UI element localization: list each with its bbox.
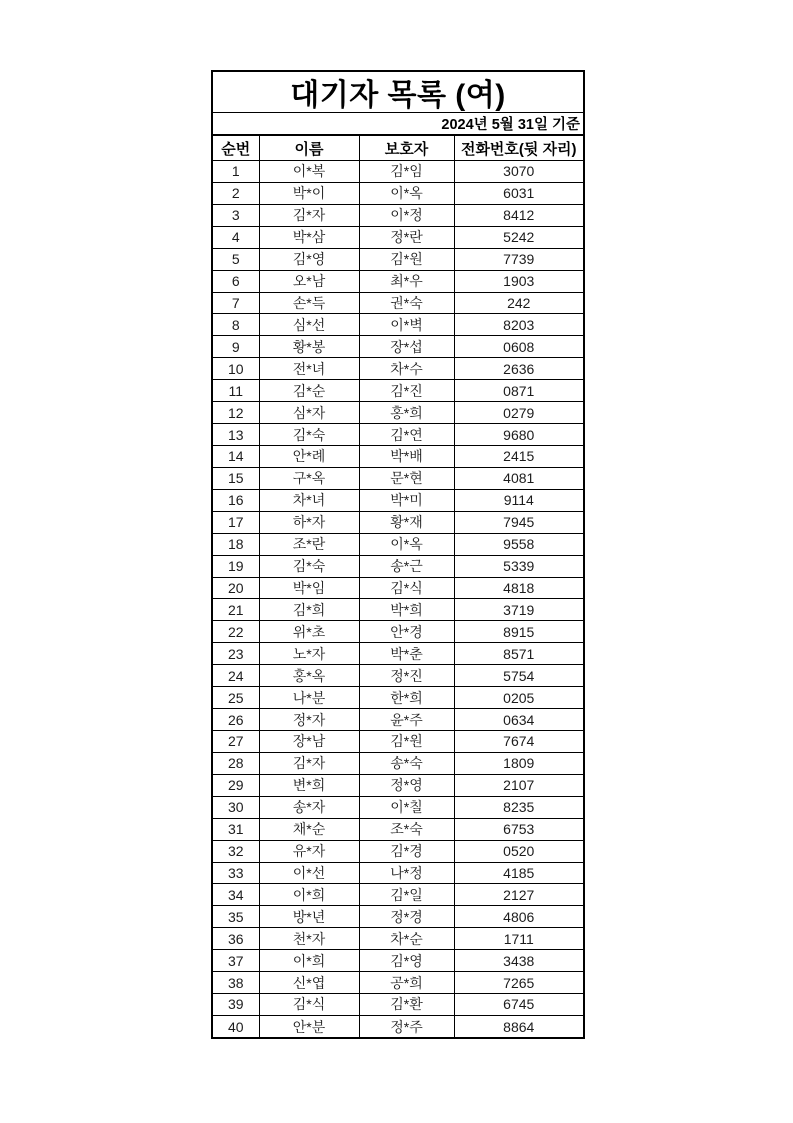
table-row (213, 555, 583, 577)
name-cell: 하*자 (259, 511, 359, 533)
name-cell: 방*년 (259, 906, 359, 928)
table-row (213, 928, 583, 950)
phone-cell: 9114 (454, 489, 583, 511)
name-cell: 황*봉 (259, 336, 359, 358)
guardian-cell: 차*순 (359, 928, 454, 950)
row-number-cell: 12 (213, 402, 259, 424)
phone-cell: 0608 (454, 336, 583, 358)
guardian-cell: 나*정 (359, 862, 454, 884)
name-cell: 유*자 (259, 840, 359, 862)
row-number-cell: 31 (213, 818, 259, 840)
row-number-cell: 15 (213, 467, 259, 489)
phone-cell: 8915 (454, 621, 583, 643)
phone-cell: 9558 (454, 533, 583, 555)
table-row (213, 226, 583, 248)
name-cell: 이*희 (259, 884, 359, 906)
row-number-cell: 6 (213, 270, 259, 292)
table-row (213, 862, 583, 884)
guardian-cell: 정*경 (359, 906, 454, 928)
name-cell: 이*복 (259, 161, 359, 183)
guardian-cell: 이*옥 (359, 182, 454, 204)
row-number-cell: 26 (213, 709, 259, 731)
phone-cell: 0871 (454, 380, 583, 402)
row-number-cell: 4 (213, 226, 259, 248)
table-row (213, 818, 583, 840)
name-cell: 심*선 (259, 314, 359, 336)
phone-cell: 8235 (454, 796, 583, 818)
name-cell: 홍*옥 (259, 665, 359, 687)
name-cell: 오*남 (259, 270, 359, 292)
guardian-cell: 안*경 (359, 621, 454, 643)
row-number-cell: 28 (213, 752, 259, 774)
phone-cell: 3719 (454, 599, 583, 621)
phone-cell: 3070 (454, 161, 583, 183)
phone-cell: 1903 (454, 270, 583, 292)
name-cell: 김*희 (259, 599, 359, 621)
phone-cell: 0520 (454, 840, 583, 862)
guardian-cell: 김*원 (359, 248, 454, 270)
name-cell: 변*희 (259, 774, 359, 796)
phone-cell: 8571 (454, 643, 583, 665)
col-header-phone: 전화번호(뒷 자리) (454, 136, 583, 161)
phone-cell: 4806 (454, 906, 583, 928)
table-row (213, 709, 583, 731)
guardian-cell: 문*현 (359, 467, 454, 489)
guardian-cell: 권*숙 (359, 292, 454, 314)
phone-cell: 4185 (454, 862, 583, 884)
row-number-cell: 20 (213, 577, 259, 599)
table-row (213, 511, 583, 533)
table-row (213, 577, 583, 599)
guardian-cell: 송*근 (359, 555, 454, 577)
table-row (213, 402, 583, 424)
phone-cell: 242 (454, 292, 583, 314)
row-number-cell: 22 (213, 621, 259, 643)
row-number-cell: 21 (213, 599, 259, 621)
row-number-cell: 17 (213, 511, 259, 533)
table-row (213, 972, 583, 994)
guardian-cell: 이*정 (359, 204, 454, 226)
guardian-cell: 장*섭 (359, 336, 454, 358)
row-number-cell: 33 (213, 862, 259, 884)
row-number-cell: 37 (213, 950, 259, 972)
name-cell: 채*순 (259, 818, 359, 840)
phone-cell: 1809 (454, 752, 583, 774)
name-cell: 구*옥 (259, 467, 359, 489)
table-row (213, 182, 583, 204)
table-row (213, 950, 583, 972)
guardian-cell: 김*원 (359, 730, 454, 752)
row-number-cell: 9 (213, 336, 259, 358)
table-row (213, 840, 583, 862)
row-number-cell: 39 (213, 994, 259, 1016)
phone-cell: 7739 (454, 248, 583, 270)
row-number-cell: 34 (213, 884, 259, 906)
table-row (213, 161, 583, 183)
guardian-cell: 박*미 (359, 489, 454, 511)
row-number-cell: 13 (213, 424, 259, 446)
guardian-cell: 정*주 (359, 1015, 454, 1037)
row-number-cell: 40 (213, 1015, 259, 1037)
phone-cell: 7674 (454, 730, 583, 752)
name-cell: 안*분 (259, 1015, 359, 1037)
table-row (213, 752, 583, 774)
phone-cell: 6745 (454, 994, 583, 1016)
name-cell: 손*득 (259, 292, 359, 314)
name-cell: 조*란 (259, 533, 359, 555)
row-number-cell: 5 (213, 248, 259, 270)
table-row (213, 380, 583, 402)
table-row (213, 687, 583, 709)
guardian-cell: 차*수 (359, 358, 454, 380)
table-row (213, 467, 583, 489)
phone-cell: 4081 (454, 467, 583, 489)
phone-cell: 1711 (454, 928, 583, 950)
name-cell: 이*선 (259, 862, 359, 884)
phone-cell: 8203 (454, 314, 583, 336)
table-row (213, 643, 583, 665)
guardian-cell: 공*희 (359, 972, 454, 994)
table-row (213, 599, 583, 621)
table-row (213, 204, 583, 226)
guardian-cell: 김*식 (359, 577, 454, 599)
name-cell: 김*자 (259, 752, 359, 774)
phone-cell: 2636 (454, 358, 583, 380)
guardian-cell: 황*재 (359, 511, 454, 533)
table-row (213, 358, 583, 380)
name-cell: 노*자 (259, 643, 359, 665)
guardian-cell: 최*우 (359, 270, 454, 292)
table-row (213, 445, 583, 467)
guardian-cell: 김*경 (359, 840, 454, 862)
guardian-cell: 이*벽 (359, 314, 454, 336)
phone-cell: 5339 (454, 555, 583, 577)
table-row (213, 796, 583, 818)
row-number-cell: 36 (213, 928, 259, 950)
table-body (213, 161, 583, 1038)
table-row (213, 906, 583, 928)
guardian-cell: 김*영 (359, 950, 454, 972)
phone-cell: 3438 (454, 950, 583, 972)
table-row (213, 424, 583, 446)
guardian-cell: 김*연 (359, 424, 454, 446)
table-row (213, 314, 583, 336)
guardian-cell: 김*환 (359, 994, 454, 1016)
row-number-cell: 11 (213, 380, 259, 402)
row-number-cell: 38 (213, 972, 259, 994)
name-cell: 이*희 (259, 950, 359, 972)
table-row (213, 489, 583, 511)
table-row (213, 270, 583, 292)
name-cell: 장*남 (259, 730, 359, 752)
reference-date-note: 2024년 5월 31일 기준 (213, 113, 583, 135)
guardian-cell: 송*숙 (359, 752, 454, 774)
guardian-cell: 한*희 (359, 687, 454, 709)
row-number-cell: 7 (213, 292, 259, 314)
name-cell: 김*순 (259, 380, 359, 402)
guardian-cell: 김*일 (359, 884, 454, 906)
table-row (213, 533, 583, 555)
row-number-cell: 8 (213, 314, 259, 336)
phone-cell: 8412 (454, 204, 583, 226)
row-number-cell: 23 (213, 643, 259, 665)
guardian-cell: 이*칠 (359, 796, 454, 818)
guardian-cell: 정*진 (359, 665, 454, 687)
row-number-cell: 35 (213, 906, 259, 928)
row-number-cell: 16 (213, 489, 259, 511)
phone-cell: 2127 (454, 884, 583, 906)
name-cell: 김*숙 (259, 424, 359, 446)
name-cell: 안*례 (259, 445, 359, 467)
name-cell: 위*초 (259, 621, 359, 643)
guardian-cell: 정*란 (359, 226, 454, 248)
table-row (213, 621, 583, 643)
table-row (213, 1015, 583, 1037)
phone-cell: 6753 (454, 818, 583, 840)
guardian-cell: 이*옥 (359, 533, 454, 555)
waiting-list-grid (213, 135, 583, 1037)
row-number-cell: 18 (213, 533, 259, 555)
row-number-cell: 3 (213, 204, 259, 226)
row-number-cell: 27 (213, 730, 259, 752)
table-row (213, 730, 583, 752)
name-cell: 김*자 (259, 204, 359, 226)
guardian-cell: 홍*희 (359, 402, 454, 424)
col-header-guardian: 보호자 (359, 136, 454, 161)
row-number-cell: 25 (213, 687, 259, 709)
name-cell: 박*삼 (259, 226, 359, 248)
row-number-cell: 1 (213, 161, 259, 183)
phone-cell: 0205 (454, 687, 583, 709)
name-cell: 정*자 (259, 709, 359, 731)
name-cell: 김*영 (259, 248, 359, 270)
phone-cell: 0279 (454, 402, 583, 424)
phone-cell: 5242 (454, 226, 583, 248)
table-row (213, 884, 583, 906)
phone-cell: 0634 (454, 709, 583, 731)
guardian-cell: 윤*주 (359, 709, 454, 731)
name-cell: 송*자 (259, 796, 359, 818)
table-header-row (213, 136, 583, 161)
table-row (213, 336, 583, 358)
phone-cell: 8864 (454, 1015, 583, 1037)
phone-cell: 2415 (454, 445, 583, 467)
row-number-cell: 2 (213, 182, 259, 204)
row-number-cell: 24 (213, 665, 259, 687)
row-number-cell: 19 (213, 555, 259, 577)
phone-cell: 6031 (454, 182, 583, 204)
name-cell: 심*자 (259, 402, 359, 424)
table-row (213, 665, 583, 687)
col-header-name: 이름 (259, 136, 359, 161)
row-number-cell: 10 (213, 358, 259, 380)
guardian-cell: 김*진 (359, 380, 454, 402)
name-cell: 나*분 (259, 687, 359, 709)
phone-cell: 7945 (454, 511, 583, 533)
waiting-list-table (211, 70, 585, 1039)
table-row (213, 994, 583, 1016)
phone-cell: 9680 (454, 424, 583, 446)
phone-cell: 2107 (454, 774, 583, 796)
phone-cell: 5754 (454, 665, 583, 687)
col-header-number: 순번 (213, 136, 259, 161)
table-row (213, 774, 583, 796)
name-cell: 천*자 (259, 928, 359, 950)
row-number-cell: 29 (213, 774, 259, 796)
page-title: 대기자 목록 (여) (213, 72, 583, 113)
guardian-cell: 박*배 (359, 445, 454, 467)
name-cell: 박*임 (259, 577, 359, 599)
row-number-cell: 30 (213, 796, 259, 818)
guardian-cell: 정*영 (359, 774, 454, 796)
guardian-cell: 김*임 (359, 161, 454, 183)
name-cell: 신*엽 (259, 972, 359, 994)
row-number-cell: 14 (213, 445, 259, 467)
name-cell: 전*녀 (259, 358, 359, 380)
phone-cell: 4818 (454, 577, 583, 599)
table-row (213, 292, 583, 314)
table-row (213, 248, 583, 270)
guardian-cell: 박*희 (359, 599, 454, 621)
phone-cell: 7265 (454, 972, 583, 994)
row-number-cell: 32 (213, 840, 259, 862)
name-cell: 김*식 (259, 994, 359, 1016)
name-cell: 차*녀 (259, 489, 359, 511)
guardian-cell: 조*숙 (359, 818, 454, 840)
name-cell: 박*이 (259, 182, 359, 204)
guardian-cell: 박*춘 (359, 643, 454, 665)
name-cell: 김*숙 (259, 555, 359, 577)
